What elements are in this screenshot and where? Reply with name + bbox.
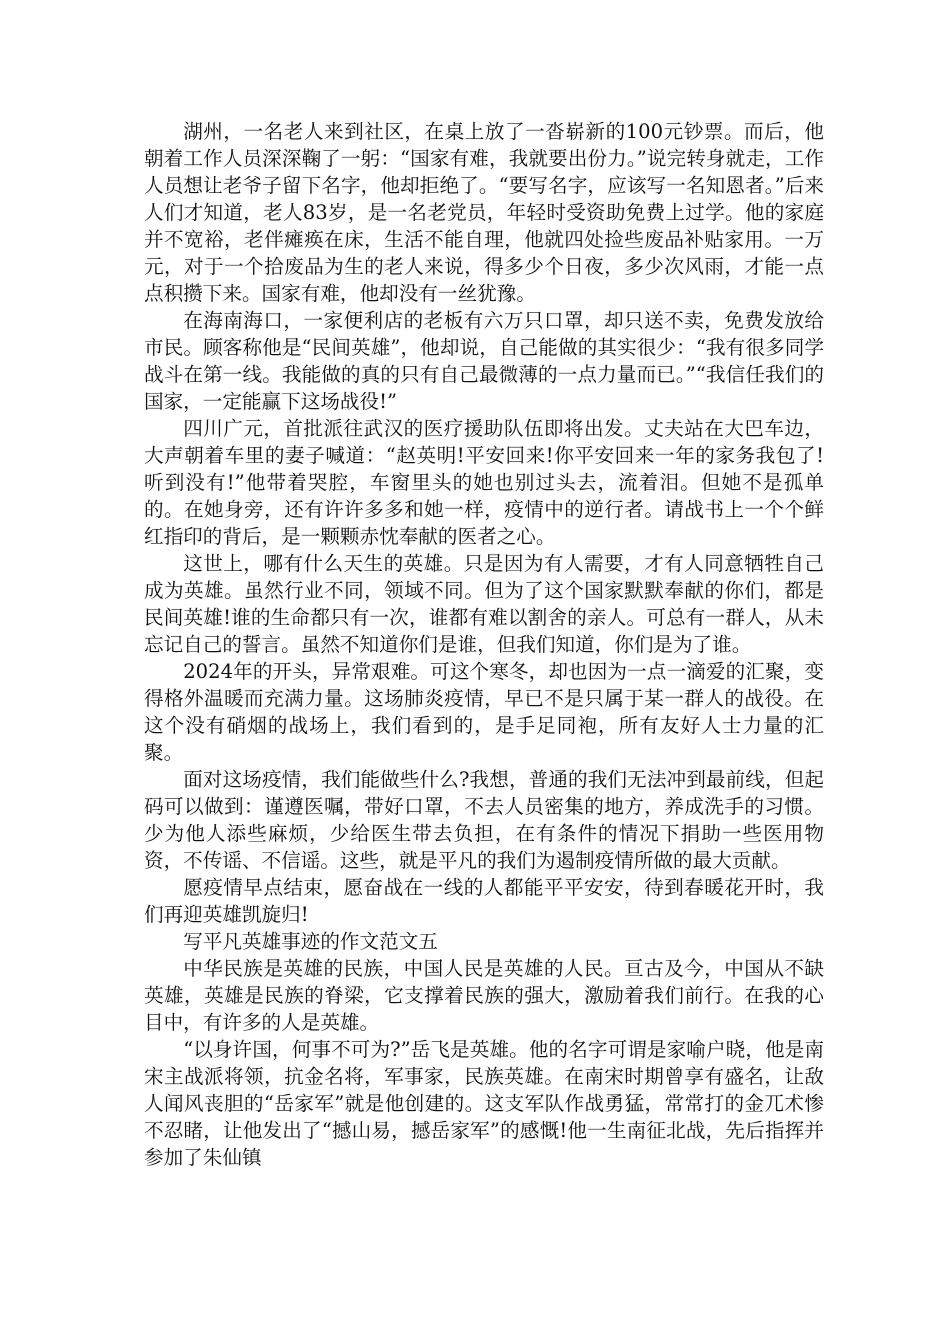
paragraph-folk-heroes: 这世上，哪有什么天生的英雄。只是因为有人需要，才有人同意牺牲自己成为英雄。虽然行业不同，领域不同。但为了这个国家默默奉献的你们，都是民间英雄!谁的生命都只有一次，谁都有难以割舍的亲人。可总有一群人，从未忘记自己的誓言。虽然不知道你们是谁，但我们知道，你们是为了谁。 xyxy=(144,552,824,656)
paragraph-haikou-store: 在海南海口，一家便利店的老板有六万只口罩，却只送不卖，免费发放给市民。顾客称他是“民间英雄”，他却说，自己能做的其实很少：“我有很多同学战斗在第一线。我能做的真的只有自己最微薄的一点力量而已。”“我信任我们的国家，一定能赢下这场战役!” xyxy=(144,309,824,413)
paragraph-nation-of-heroes: 中华民族是英雄的民族，中国人民是英雄的人民。亘古及今，中国从不缺英雄，英雄是民族的脊梁，它支撑着民族的强大，激励着我们前行。在我的心目中，有许多的人是英雄。 xyxy=(144,957,824,1034)
section-heading: 写平凡英雄事迹的作文范文五 xyxy=(183,930,438,953)
paragraph-yue-fei: “以身许国，何事不可为?”岳飞是英雄。他的名字可谓是家喻户晓，他是南宋主战派将领，抗金名将，军事家，民族英雄。在南宋时期曾享有盛名，让敌人闻风丧胆的“岳家军”就是他创建的。这支军队作战勇猛，常常打的金兀术惨不忍睹，让他发出了“撼山易，撼岳家军”的感慨!他一生南征北战，先后指挥并参加了朱仙镇 xyxy=(144,1038,824,1169)
paragraph-what-we-can-do: 面对这场疫情，我们能做些什么?我想，普通的我们无法冲到最前线，但起码可以做到：谨遵医嘱，带好口罩，不去人员密集的地方，养成洗手的习惯。少为他人添些麻烦，少给医生带去负担，在有条件的情况下捐助一些医用物资，不传谣、不信谣。这些，就是平凡的我们为遏制疫情所做的最大贡献。 xyxy=(144,768,824,872)
paragraph-guangyuan-medical-team: 四川广元，首批派往武汉的医疗援助队伍即将出发。丈夫站在大巴车边，大声朝着车里的妻子喊道：“赵英明!平安回来!你平安回来一年的家务我包了!听到没有!”他带着哭腔，车窗里头的她也别过头去，流着泪。但她不是孤单的。在她身旁，还有许许多多和她一样，疫情中的逆行者。请战书上一个个鲜红指印的背后，是一颗颗赤忱奉献的医者之心。 xyxy=(144,417,824,548)
paragraph-year-beginning: 2024年的开头，异常艰难。可这个寒冬，却也因为一点一滴爱的汇聚，变得格外温暖而充满力量。这场肺炎疫情，早已不是只属于某一群人的战役。在这个没有硝烟的战场上，我们看到的，是手足同袍，所有友好人士力量的汇聚。 xyxy=(144,660,824,764)
paragraph-huzhou-elder: 湖州，一名老人来到社区，在桌上放了一沓崭新的100元钞票。而后，他朝着工作人员深深鞠了一躬：“国家有难，我就要出份力。”说完转身就走，工作人员想让老爷子留下名字，他却拒绝了。“要写名字，应该写一名知恩者。”后来人们才知道，老人83岁，是一名老党员，年轻时受资助免费上过学。他的家庭并不宽裕，老伴瘫痪在床，生活不能自理，他就四处捡些废品补贴家用。一万元，对于一个拾废品为生的老人来说，得多少个日夜，多少次风雨，才能一点点积攒下来。国家有难，他却没有一丝犹豫。 xyxy=(144,120,824,305)
document-page xyxy=(144,118,824,1171)
paragraph-wish: 愿疫情早点结束，愿奋战在一线的人都能平平安安，待到春暖花开时，我们再迎英雄凯旋归! xyxy=(144,876,824,926)
